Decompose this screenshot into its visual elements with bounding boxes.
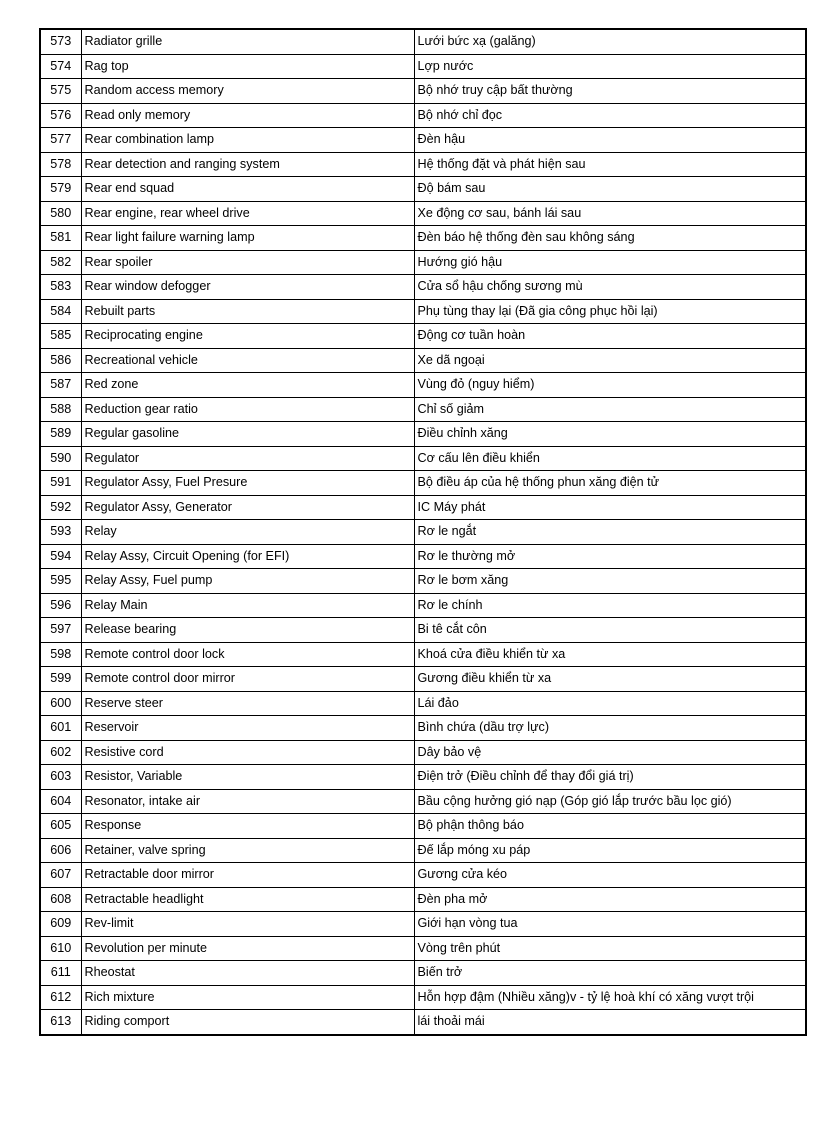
term-number: 600 [40, 691, 81, 716]
term-number: 611 [40, 961, 81, 986]
term-english: Remote control door lock [81, 642, 414, 667]
term-english: Reciprocating engine [81, 324, 414, 349]
term-number: 585 [40, 324, 81, 349]
term-number: 592 [40, 495, 81, 520]
term-number: 583 [40, 275, 81, 300]
table-row [40, 250, 806, 275]
term-english: Rich mixture [81, 985, 414, 1010]
term-number: 582 [40, 250, 81, 275]
glossary-table [39, 28, 807, 1036]
term-english: Rear detection and ranging system [81, 152, 414, 177]
term-vietnamese: Rơ le thường mở [414, 544, 806, 569]
term-number: 613 [40, 1010, 81, 1035]
term-english: Rev-limit [81, 912, 414, 937]
term-number: 603 [40, 765, 81, 790]
term-vietnamese: Hệ thống đặt và phát hiện sau [414, 152, 806, 177]
term-number: 587 [40, 373, 81, 398]
term-number: 599 [40, 667, 81, 692]
term-vietnamese: Bộ phận thông báo [414, 814, 806, 839]
term-vietnamese: Bộ nhớ truy cập bất thường [414, 79, 806, 104]
term-number: 581 [40, 226, 81, 251]
term-english: Relay [81, 520, 414, 545]
term-number: 584 [40, 299, 81, 324]
table-row [40, 1010, 806, 1035]
term-number: 577 [40, 128, 81, 153]
term-vietnamese: Chỉ số giảm [414, 397, 806, 422]
table-row [40, 29, 806, 54]
term-english: Red zone [81, 373, 414, 398]
term-english: Reservoir [81, 716, 414, 741]
term-vietnamese: Hỗn hợp đậm (Nhiều xăng)v - tỷ lệ hoà khí có xăng vượt trội [414, 985, 806, 1010]
term-english: Rheostat [81, 961, 414, 986]
table-row [40, 667, 806, 692]
term-vietnamese: Lưới bức xạ (galăng) [414, 29, 806, 54]
table-row [40, 348, 806, 373]
term-number: 575 [40, 79, 81, 104]
term-number: 580 [40, 201, 81, 226]
term-english: Relay Assy, Circuit Opening (for EFI) [81, 544, 414, 569]
term-english: Regular gasoline [81, 422, 414, 447]
term-vietnamese: Cửa sổ hậu chống sương mù [414, 275, 806, 300]
glossary-body [40, 29, 806, 1035]
table-row [40, 961, 806, 986]
term-vietnamese: Xe dã ngoại [414, 348, 806, 373]
table-row [40, 324, 806, 349]
term-vietnamese: Độ bám sau [414, 177, 806, 202]
term-number: 597 [40, 618, 81, 643]
term-english: Rear engine, rear wheel drive [81, 201, 414, 226]
term-english: Recreational vehicle [81, 348, 414, 373]
table-row [40, 397, 806, 422]
term-english: Remote control door mirror [81, 667, 414, 692]
table-row [40, 936, 806, 961]
table-row [40, 152, 806, 177]
term-english: Response [81, 814, 414, 839]
term-number: 589 [40, 422, 81, 447]
term-vietnamese: Vùng đỏ (nguy hiểm) [414, 373, 806, 398]
term-english: Rear window defogger [81, 275, 414, 300]
term-vietnamese: Rơ le chính [414, 593, 806, 618]
term-vietnamese: Động cơ tuần hoàn [414, 324, 806, 349]
table-row [40, 691, 806, 716]
term-number: 596 [40, 593, 81, 618]
term-english: Rear spoiler [81, 250, 414, 275]
term-vietnamese: Đèn hậu [414, 128, 806, 153]
term-number: 573 [40, 29, 81, 54]
table-row [40, 201, 806, 226]
table-row [40, 716, 806, 741]
term-number: 594 [40, 544, 81, 569]
term-vietnamese: Gương điều khiển từ xa [414, 667, 806, 692]
term-vietnamese: Giới hạn vòng tua [414, 912, 806, 937]
table-row [40, 593, 806, 618]
term-english: Rear end squad [81, 177, 414, 202]
term-english: Regulator Assy, Generator [81, 495, 414, 520]
term-english: Resonator, intake air [81, 789, 414, 814]
term-vietnamese: Khoá cửa điều khiển từ xa [414, 642, 806, 667]
term-number: 598 [40, 642, 81, 667]
term-number: 612 [40, 985, 81, 1010]
term-number: 606 [40, 838, 81, 863]
table-row [40, 54, 806, 79]
term-english: Reserve steer [81, 691, 414, 716]
table-row [40, 887, 806, 912]
term-number: 593 [40, 520, 81, 545]
term-english: Radiator grille [81, 29, 414, 54]
term-vietnamese: Cơ cấu lên điều khiển [414, 446, 806, 471]
table-row [40, 422, 806, 447]
table-row [40, 544, 806, 569]
term-english: Relay Assy, Fuel pump [81, 569, 414, 594]
term-english: Rebuilt parts [81, 299, 414, 324]
term-english: Retractable door mirror [81, 863, 414, 888]
term-number: 602 [40, 740, 81, 765]
table-row [40, 79, 806, 104]
table-row [40, 838, 806, 863]
term-english: Resistive cord [81, 740, 414, 765]
term-vietnamese: Lợp nước [414, 54, 806, 79]
table-row [40, 912, 806, 937]
table-row [40, 226, 806, 251]
table-row [40, 471, 806, 496]
term-vietnamese: Biến trở [414, 961, 806, 986]
term-vietnamese: Rơ le bơm xăng [414, 569, 806, 594]
term-english: Riding comport [81, 1010, 414, 1035]
term-english: Regulator [81, 446, 414, 471]
term-vietnamese: lái thoải mái [414, 1010, 806, 1035]
table-row [40, 985, 806, 1010]
term-vietnamese: Vòng trên phút [414, 936, 806, 961]
table-row [40, 373, 806, 398]
term-vietnamese: Rơ le ngắt [414, 520, 806, 545]
table-row [40, 618, 806, 643]
term-vietnamese: Bi tê cắt côn [414, 618, 806, 643]
table-row [40, 863, 806, 888]
term-vietnamese: Lái đảo [414, 691, 806, 716]
term-vietnamese: Bộ nhớ chỉ đọc [414, 103, 806, 128]
table-row [40, 128, 806, 153]
term-number: 607 [40, 863, 81, 888]
table-row [40, 520, 806, 545]
term-number: 608 [40, 887, 81, 912]
term-number: 588 [40, 397, 81, 422]
term-english: Reduction gear ratio [81, 397, 414, 422]
term-vietnamese: Điều chỉnh xăng [414, 422, 806, 447]
table-row [40, 446, 806, 471]
term-english: Release bearing [81, 618, 414, 643]
term-english: Revolution per minute [81, 936, 414, 961]
table-row [40, 495, 806, 520]
table-row [40, 740, 806, 765]
term-vietnamese: Bình chứa (dầu trợ lực) [414, 716, 806, 741]
term-english: Rag top [81, 54, 414, 79]
term-vietnamese: Điện trở (Điều chỉnh để thay đổi giá trị) [414, 765, 806, 790]
term-number: 601 [40, 716, 81, 741]
table-row [40, 275, 806, 300]
table-row [40, 814, 806, 839]
term-number: 595 [40, 569, 81, 594]
term-number: 604 [40, 789, 81, 814]
term-english: Rear combination lamp [81, 128, 414, 153]
term-number: 576 [40, 103, 81, 128]
term-english: Relay Main [81, 593, 414, 618]
table-row [40, 177, 806, 202]
term-number: 578 [40, 152, 81, 177]
table-row [40, 789, 806, 814]
term-english: Retainer, valve spring [81, 838, 414, 863]
term-number: 609 [40, 912, 81, 937]
term-number: 610 [40, 936, 81, 961]
term-english: Random access memory [81, 79, 414, 104]
term-number: 605 [40, 814, 81, 839]
term-vietnamese: Đèn báo hệ thống đèn sau không sáng [414, 226, 806, 251]
term-english: Rear light failure warning lamp [81, 226, 414, 251]
term-english: Retractable headlight [81, 887, 414, 912]
term-number: 591 [40, 471, 81, 496]
term-vietnamese: Bộ điều áp của hệ thống phun xăng điện tử [414, 471, 806, 496]
term-vietnamese: Xe động cơ sau, bánh lái sau [414, 201, 806, 226]
table-row [40, 642, 806, 667]
term-vietnamese: Hướng gió hậu [414, 250, 806, 275]
term-english: Read only memory [81, 103, 414, 128]
table-row [40, 569, 806, 594]
term-vietnamese: Bầu cộng hưởng gió nạp (Góp gió lắp trước bầu lọc gió) [414, 789, 806, 814]
term-number: 579 [40, 177, 81, 202]
term-vietnamese: Đế lắp móng xu páp [414, 838, 806, 863]
term-english: Regulator Assy, Fuel Presure [81, 471, 414, 496]
table-row [40, 765, 806, 790]
term-vietnamese: Gương cửa kéo [414, 863, 806, 888]
term-vietnamese: IC Máy phát [414, 495, 806, 520]
term-vietnamese: Dây bảo vệ [414, 740, 806, 765]
term-number: 590 [40, 446, 81, 471]
term-english: Resistor, Variable [81, 765, 414, 790]
term-vietnamese: Phụ tùng thay lại (Đã gia công phục hồi lại) [414, 299, 806, 324]
term-vietnamese: Đèn pha mở [414, 887, 806, 912]
term-number: 586 [40, 348, 81, 373]
table-row [40, 299, 806, 324]
table-row [40, 103, 806, 128]
term-number: 574 [40, 54, 81, 79]
